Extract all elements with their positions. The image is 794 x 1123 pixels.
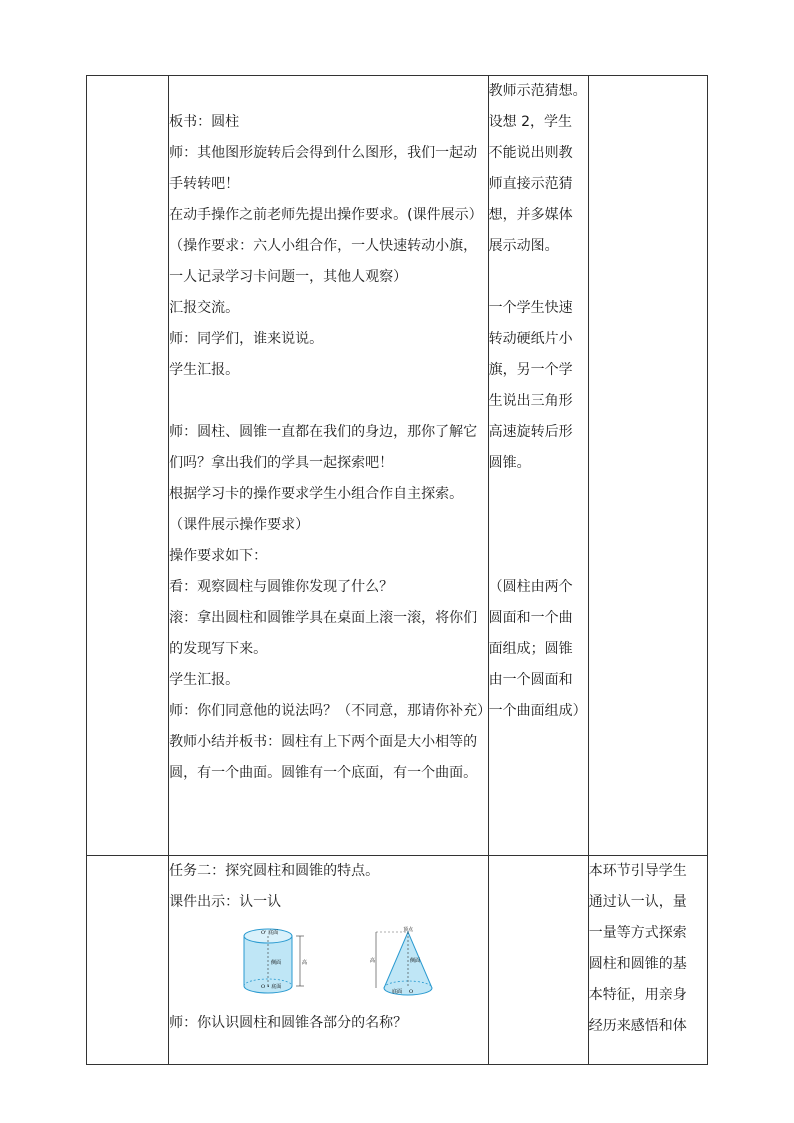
cone-center-label: O	[409, 989, 414, 995]
cylinder-cone-figure	[197, 926, 488, 1002]
side-text-line: 一个学生快速	[488, 300, 573, 316]
side-text-line: 展示动图。	[488, 238, 559, 254]
cylinder-height-label: 高	[302, 960, 308, 966]
text-line: 一人记录学习卡问题一，其他人观察）	[169, 269, 408, 285]
side-text-line: 想，并多媒体	[488, 207, 573, 223]
text-line: 师：其他图形旋转后会得到什么图形，我们一起动	[169, 145, 478, 161]
note-text-line: 一量等方式探索	[588, 925, 687, 941]
side-text-line: 转动硬纸片小	[488, 331, 573, 347]
activity-cell	[169, 76, 492, 856]
text-line: 教师小结并板书：圆柱有上下两个面是大小相等的	[169, 734, 478, 750]
cone-side-label: 侧面	[410, 958, 421, 964]
student-activity-cell	[488, 76, 588, 856]
side-text-line: 设想 2，学生	[488, 114, 572, 130]
text-line: 汇报交流。	[169, 300, 240, 316]
side-text-line: 圆面和一个曲	[488, 610, 573, 626]
side-text-line: 不能说出则教	[488, 145, 573, 161]
text-line: （操作要求：六人小组合作，一人快速转动小旗，	[169, 238, 478, 254]
text-line: 们吗？拿出我们的学具一起探索吧！	[169, 455, 394, 471]
note-text-line: 本环节引导学生	[588, 863, 687, 879]
side-text-line: 高速旋转后形	[488, 424, 573, 440]
table-row	[87, 76, 708, 856]
note-text-line: 圆柱和圆锥的基	[588, 956, 687, 972]
side-text-line: 生说出三角形	[488, 393, 573, 409]
side-text-line	[489, 262, 588, 293]
text-line: 的发现写下来。	[169, 641, 268, 657]
design-intent-cell	[588, 76, 707, 856]
lesson-plan-table	[86, 75, 708, 1065]
cylinder-top-label: O' 底面	[261, 930, 279, 936]
note-text-line: 本特征，用亲身	[588, 987, 687, 1003]
text-line: 学生汇报。	[169, 362, 240, 378]
text-line: 根据学习卡的操作要求学生小组合作自主探索。	[169, 486, 464, 502]
side-text-line: （圆柱由两个	[488, 579, 573, 595]
text-line: 在动手操作之前老师先提出操作要求。(课件展示）	[169, 207, 483, 223]
text-line	[169, 386, 488, 417]
text-line: 圆，有一个曲面。圆锥有一个底面，有一个曲面。	[169, 765, 478, 781]
cone-base-label: 底面	[392, 989, 403, 995]
cone-diagram	[368, 926, 448, 1000]
side-text-line: 圆锥。	[488, 455, 531, 471]
side-text-line: 面组成；圆锥	[488, 641, 573, 657]
side-text-line	[489, 541, 588, 572]
text-line: 看：观察圆柱与圆锥你发现了什么？	[169, 579, 394, 595]
text-line: 师：同学们，谁来说说。	[169, 331, 324, 347]
cone-apex-label: 顶点	[403, 927, 414, 933]
text-line: 学生汇报。	[169, 672, 240, 688]
cone-height-label: 高	[370, 958, 376, 964]
stage-cell	[87, 856, 169, 1065]
table-row	[87, 856, 708, 1065]
side-text-line	[489, 479, 588, 510]
activity-cell	[169, 856, 489, 1065]
cylinder-side-label: 侧面	[271, 960, 282, 966]
cylinder-diagram	[236, 926, 316, 1000]
text-line	[169, 76, 488, 107]
cylinder-bottom-label: O • 底面	[261, 984, 282, 990]
text-line: 操作要求如下：	[169, 548, 268, 564]
side-text-line: 教师示范猜想。	[488, 83, 587, 99]
text-line: 手转转吧！	[169, 176, 240, 192]
side-text-line: 旗，另一个学	[488, 362, 573, 378]
text-line: 师：你们同意他的说法吗？（不同意，那请你补充）	[169, 703, 492, 719]
side-text-line: 由一个圆面和	[488, 672, 573, 688]
text-line: 板书：圆柱	[169, 114, 240, 130]
text-line: 滚：拿出圆柱和圆锥学具在桌面上滚一滚，将你们	[169, 610, 478, 626]
text-line: 课件出示：认一认	[169, 894, 282, 910]
note-text-line: 通过认一认，量	[588, 894, 687, 910]
stage-cell	[87, 76, 169, 856]
side-text-line: 师直接示范猜	[488, 176, 573, 192]
text-line: 师：圆柱、圆锥一直都在我们的身边，那你了解它	[169, 424, 478, 440]
text-line: 任务二：探究圆柱和圆锥的特点。	[169, 863, 380, 879]
design-intent-cell	[588, 856, 707, 1065]
side-text-line	[489, 510, 588, 541]
text-line: （课件展示操作要求）	[169, 517, 310, 533]
text-line: 师：你认识圆柱和圆锥各部分的名称？	[169, 1015, 408, 1031]
side-text-line: 一个曲面组成）	[488, 703, 587, 719]
student-activity-cell	[488, 856, 588, 1065]
note-text-line: 经历来感悟和体	[588, 1018, 687, 1034]
